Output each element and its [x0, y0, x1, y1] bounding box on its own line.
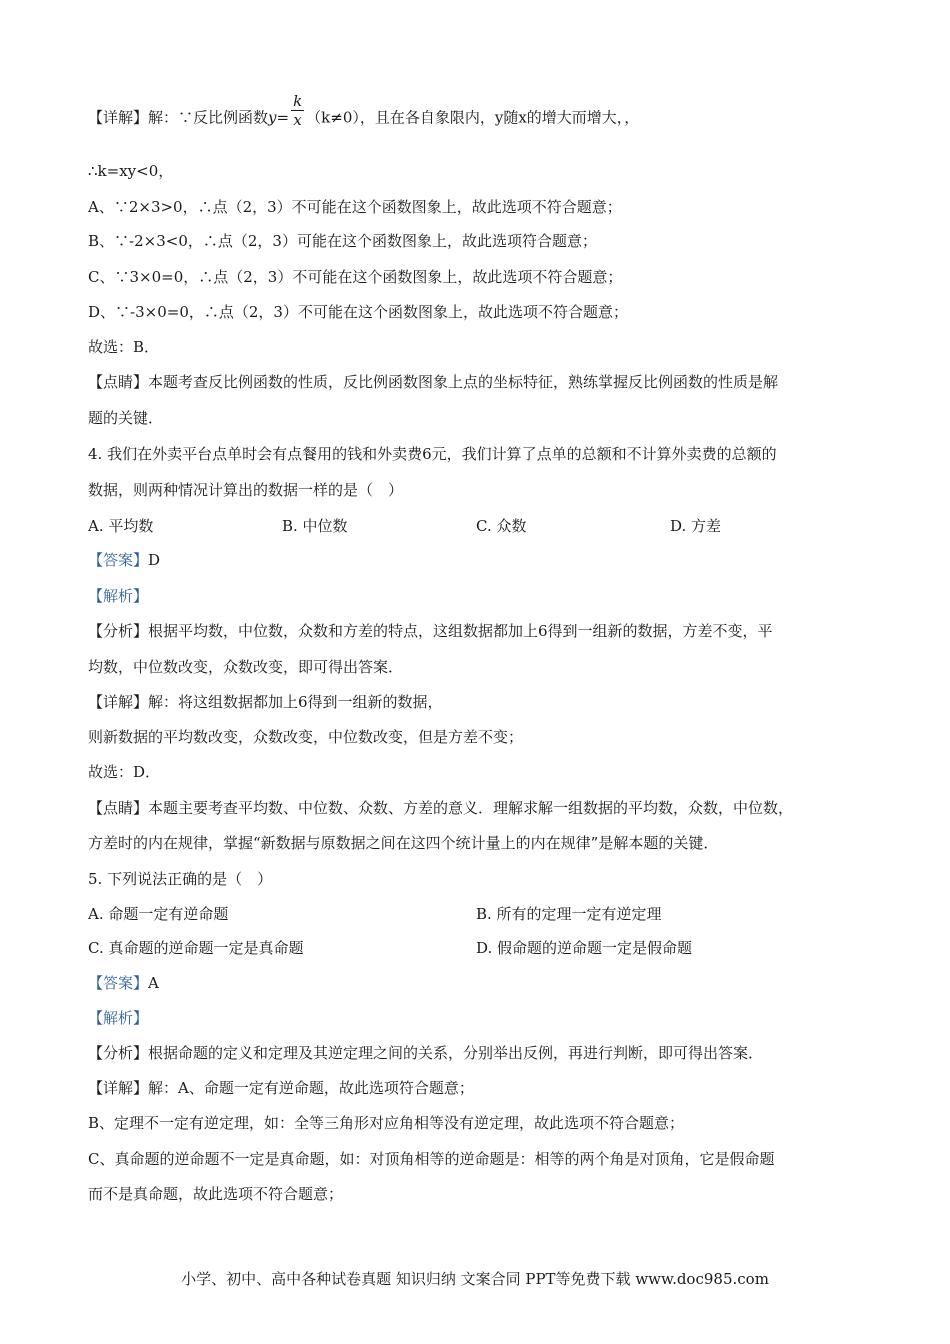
- q4-stem-2: 数据，则两种情况计算出的数据一样的是（ ）: [88, 481, 404, 499]
- function-y: y=: [268, 108, 290, 127]
- detail-suffix: （k≠0），且在各自象限内，y随x的增大而增大，，: [306, 108, 640, 127]
- q4-option-b: B. 中位数: [282, 517, 348, 535]
- q4-choice: 故选：D．: [88, 763, 161, 781]
- q5-stem: 5. 下列说法正确的是（ ）: [88, 870, 273, 888]
- q5-detail-4: 而不是真命题，故此选项不符合题意；: [88, 1185, 344, 1203]
- option-c-check: C、∵3×0=0，∴点（2，3）不可能在这个函数图象上，故此选项不符合题意；: [88, 268, 623, 286]
- q5-analysis-1: 【分析】根据命题的定义和定理及其逆定理之间的关系，分别举出反例，再进行判断，即可得出答案．: [88, 1044, 764, 1062]
- page-footer: 小学、初中、高中各种试卷真题 知识归纳 文案合同 PPT等免费下载 www.doc985.com: [181, 1270, 769, 1288]
- q4-stem-1: 4. 我们在外卖平台点单时会有点餐用的钱和外卖费6元，我们计算了点单的总额和不计算外卖费的总额的: [88, 445, 777, 463]
- comment-line-2: 题的关键．: [88, 409, 164, 427]
- q5-answer: [88, 973, 870, 993]
- q5-option-c: C. 真命题的逆命题一定是真命题: [88, 939, 304, 957]
- option-d-check: D、∵-3×0=0，∴点（2，3）不可能在这个函数图象上，故此选项不符合题意；: [88, 303, 628, 321]
- therefore-line: ∴k=xy<0，: [88, 162, 174, 180]
- detail-line-with-fraction: [88, 92, 870, 137]
- q4-option-a: A. 平均数: [88, 517, 154, 535]
- comment-line-1: 【点睛】本题考查反比例函数的性质，反比例函数图象上点的坐标特征，熟练掌握反比例函数的性质是解: [88, 373, 779, 391]
- option-a-check: A、∵2×3>0，∴点（2，3）不可能在这个函数图象上，故此选项不符合题意；: [88, 198, 622, 216]
- detail-prefix: 【详解】解：∵反比例函数: [88, 108, 269, 127]
- q4-analysis-2: 均数，中位数改变，众数改变，即可得出答案．: [88, 658, 404, 676]
- q5-detail-3: C、真命题的逆命题不一定是真命题，如：对顶角相等的逆命题是：相等的两个角是对顶角，它是假命题: [88, 1150, 775, 1168]
- fraction-k-over-x: [291, 92, 304, 129]
- q4-analysis-1: 【分析】根据平均数，中位数，众数和方差的特点，这组数据都加上6得到一组新的数据，方差不变，平: [88, 622, 773, 640]
- q4-answer-value: D: [148, 551, 161, 569]
- q4-answer: [88, 550, 870, 570]
- q4-comment-2: 方差时的内在规律，掌握“新数据与原数据之间在这四个统计量上的内在规律”是解本题的关键．: [88, 834, 719, 852]
- q5-option-d: D. 假命题的逆命题一定是假命题: [476, 939, 693, 957]
- q5-option-b: B. 所有的定理一定有逆定理: [476, 905, 662, 923]
- q4-detail-1: 【详解】解：将这组数据都加上6得到一组新的数据，: [88, 693, 443, 711]
- q5-detail-2: B、定理不一定有逆定理，如：全等三角形对应角相等没有逆定理，故此选项不符合题意；: [88, 1114, 685, 1132]
- q5-answer-label: 【答案】: [88, 974, 149, 992]
- q4-detail-2: 则新数据的平均数改变，众数改变，中位数改变，但是方差不变；: [88, 728, 524, 746]
- option-b-check: B、∵-2×3<0，∴点（2，3）可能在这个函数图象上，故此选项符合题意；: [88, 232, 597, 250]
- fraction-numerator: k: [293, 92, 303, 110]
- q4-answer-label: 【答案】: [88, 551, 149, 569]
- q5-option-a: A. 命题一定有逆命题: [88, 905, 229, 923]
- q4-comment-1: 【点睛】本题主要考查平均数、中位数、众数、方差的意义．理解求解一组数据的平均数，众数，中位数，: [88, 799, 794, 817]
- q5-detail-1: 【详解】解：A、命题一定有逆命题，故此选项符合题意；: [88, 1079, 474, 1097]
- q4-option-d: D. 方差: [670, 517, 722, 535]
- choice-line: 故选：B．: [88, 338, 160, 356]
- fraction-denominator: x: [293, 111, 302, 129]
- q5-analysis-label: 【解析】: [88, 1009, 149, 1027]
- q4-option-c: C. 众数: [476, 517, 527, 535]
- q4-analysis-label: 【解析】: [88, 587, 149, 605]
- q5-answer-value: A: [148, 974, 159, 992]
